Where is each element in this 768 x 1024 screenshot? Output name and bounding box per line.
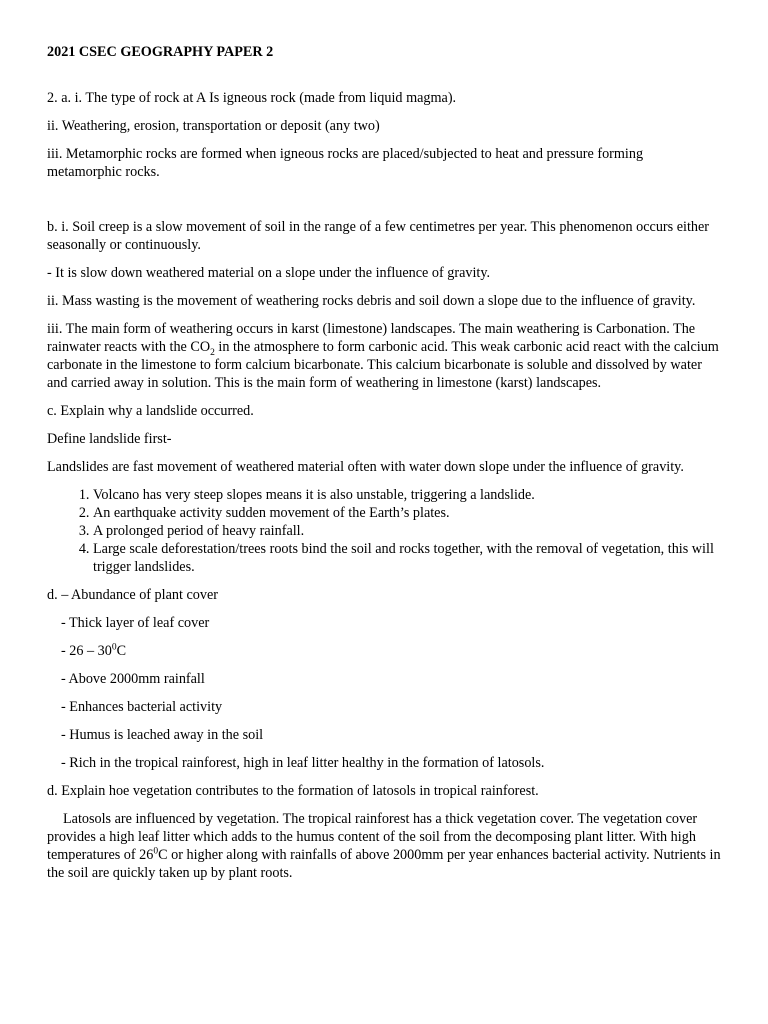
list-item: 1. Volcano has very steep slopes means it is also unstable, triggering a landslide. [93, 486, 721, 504]
answer-2b-iii-part1: iii. The main form of weathering occurs in karst (limestone) landscapes. The main weathering is Carbonation. The rainwater reacts with the CO [47, 321, 696, 355]
co2-subscript: 2 [210, 347, 215, 358]
list-item: - Enhances bacterial activity [61, 699, 223, 715]
list-item: 2. An earthquake activity sudden movement of the Earth’s plates. [93, 504, 721, 522]
answer-2a-iii: iii. Metamorphic rocks are formed when igneous rocks are placed/subjected to heat and pressure forming metamorphic rocks. [47, 146, 644, 180]
document-title: 2021 CSEC GEOGRAPHY PAPER 2 [47, 44, 274, 60]
question-2c: c. Explain why a landslide occurred. [47, 403, 254, 419]
landslide-definition: Landslides are fast movement of weathered material often with water down slope under the influence of gravity. [47, 459, 684, 475]
answer-2d-part1: Latosols are influenced by vegetation. The tropical rainforest has a thick vegetation cover. The vegetation cover provides a high leaf litter which adds to the humus content of the soil from the decomposing plant litter. With high temperatures of 26 [47, 811, 698, 863]
list-item: - Above 2000mm rainfall [61, 671, 205, 687]
answer-2b-iii [47, 320, 721, 392]
define-landslide-note: Define landslide first- [47, 431, 172, 447]
answer-2b-iii-part2: in the atmosphere to form carbonic acid. This weak carbonic acid react with the calcium carbonate in the limestone to form calcium bicarbonate. This calcium bicarbonate is soluble and dissolved by water and carried away in solution. This is the main form of weathering in limestone (karst) landscapes. [47, 339, 719, 391]
degree-superscript: 0 [111, 642, 117, 653]
celsius-unit: C [116, 643, 127, 659]
list-item: 4. Large scale deforestation/trees roots bind the soil and rocks together, with the removal of vegetation, this will trigger landslides. [93, 540, 721, 576]
question-2d: d. Explain hoe vegetation contributes to the formation of latosols in tropical rainforest. [47, 783, 539, 799]
answer-2a-i: 2. a. i. The type of rock at A Is igneous rock (made from liquid magma). [47, 90, 457, 106]
answer-2d [47, 810, 721, 882]
answer-2a-ii: ii. Weathering, erosion, transportation or deposit (any two) [47, 118, 380, 134]
list-item: - Thick layer of leaf cover [61, 615, 210, 631]
list-item [47, 642, 721, 660]
degree-superscript: 0 [153, 846, 159, 857]
section-gap [47, 191, 721, 218]
answer-2b-i-extra: - It is slow down weathered material on a slope under the influence of gravity. [47, 265, 491, 281]
list-item: 3. A prolonged period of heavy rainfall. [93, 522, 721, 540]
temp-range: - 26 – 30 [61, 643, 112, 659]
answer-2b-ii: ii. Mass wasting is the movement of weathering rocks debris and soil down a slope due to the influence of gravity. [47, 293, 696, 309]
list-item: - Humus is leached away in the soil [61, 727, 264, 743]
answer-2d-part2: C or higher along with rainfalls of above 2000mm per year enhances bacterial activity. Nutrients in the soil are quickly taken up by plant roots. [47, 847, 721, 881]
answer-2b-i: b. i. Soil creep is a slow movement of soil in the range of a few centimetres per year. This phenomenon occurs either seasonally or continuously. [47, 219, 710, 253]
landslide-reasons-list [47, 486, 721, 576]
answer-2d-list-head: d. – Abundance of plant cover [47, 587, 218, 603]
list-item: - Rich in the tropical rainforest, high in leaf litter healthy in the formation of latosols. [61, 755, 545, 771]
